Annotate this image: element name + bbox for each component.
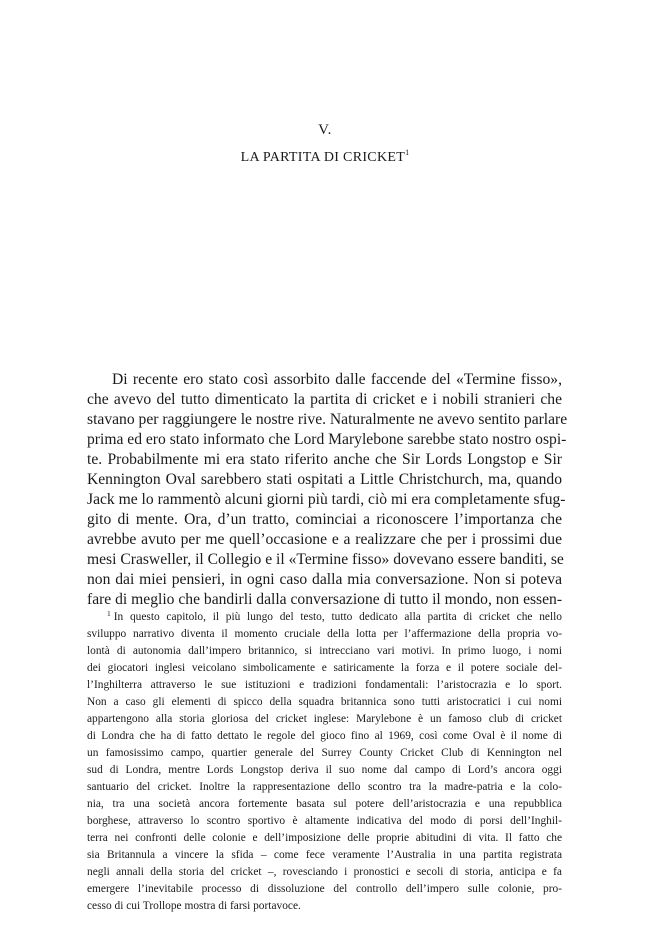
footnote-line: borghese, attraverso lo scontro sportivo è altamente indicativa del modo di porsi dell’Inghil- xyxy=(87,815,562,827)
chapter-number: V. xyxy=(318,122,332,138)
body-line: avrebbe avuto per me quell’occasione e a realizzare che per i prossimi due xyxy=(87,531,562,548)
body-line: Kennington Oval sarebbero stati ospitati a Little Christchurch, ma, quando xyxy=(87,471,562,488)
body-line: non dai miei pensieri, in ogni caso dalla mia conversazione. Non si poteva xyxy=(87,571,562,588)
footnote-line: sia Britannula a vincere la sfida – come fece veramente l’Australia in una partita registrata xyxy=(87,849,562,861)
footnote-line: nia, tra una società ancora fortemente basata sul potere dell’aristocrazia e una repubblica xyxy=(87,798,562,810)
footnote-reference[interactable]: 1 xyxy=(405,148,410,157)
body-line: te. Probabilmente mi era stato riferito anche che Sir Lords Longstop e Sir xyxy=(87,451,562,468)
footnote-line: sud di Londra, mentre Lords Longstop deriva il suo nome dal campo di Lord’s ancora oggi xyxy=(87,764,562,776)
body-line: che avevo del tutto dimenticato la partita di cricket e i nobili stranieri che xyxy=(87,391,562,408)
footnote-line: $^1$ In questo capitolo, il più lungo del testo, tutto dedicato alla partita di cricket che nello xyxy=(107,609,562,623)
footnote-line: di Londra che ha di fatto dettato le regole del gioco fino al 1969, così come Oval è il nome di xyxy=(87,730,562,742)
body-line: Di recente ero stato così assorbito dalle faccende del «Termine fisso», xyxy=(112,371,562,388)
footnote-line: terra nei confronti delle colonie e dell’imposizione delle proprie abitudini di vita. Il fatto che xyxy=(87,832,562,844)
body-line: Jack me lo rammentò alcuni giorni più tardi, ciò mi era completamente sfug- xyxy=(87,491,566,508)
footnote-line: cesso di cui Trollope mostra di farsi portavoce. xyxy=(87,900,301,912)
footnote-line: negli annali della storia del cricket –, rovesciando i pronostici e secoli di storia, anticipa e fa xyxy=(87,866,562,878)
body-line: gito di mente. Ora, d’un tratto, cominciai a riconoscere l’importanza che xyxy=(87,511,562,528)
footnote-line: Non a caso gli elementi di spicco della squadra britannica sono tutti aristocratici i cui nomi xyxy=(87,696,562,708)
footnote-marker: 1 xyxy=(107,609,111,618)
footnote-line: lontà di autonomia dall’impero britannico, si intrecciano vari motivi. In primo luogo, i nomi xyxy=(87,645,562,657)
body-line: fare di meglio che bandirli dalla conversazione di tutto il mondo, non essen- xyxy=(87,591,563,608)
footnote-line: santuario del cricket. Inoltre la rappresentazione dello scontro tra la madre-patria e la colo- xyxy=(87,781,562,793)
body-line: stavano per raggiungere le nostre rive. Naturalmente ne avevo sentito parlare xyxy=(87,411,568,428)
body-line: prima ed ero stato informato che Lord Marylebone sarebbe stato nostro ospi- xyxy=(87,431,567,448)
body-line: mesi Crasweller, il Collegio e il «Termine fisso» dovevano essere banditi, se xyxy=(87,551,564,568)
footnote-line: emergere l’inevitabile processo di dissoluzione del controllo dell’impero sulle colonie, pro- xyxy=(87,883,562,895)
footnote-line: sviluppo narrativo diventa il momento cruciale della lotta per l’affermazione della propria vo- xyxy=(87,628,562,640)
chapter-title-text: LA PARTITA DI CRICKET xyxy=(240,150,406,165)
footnote-line: dei giocatori inglesi veicolano simbolicamente e satiricamente la forza e il potere sociale del- xyxy=(87,662,562,674)
footnote-line: l’Inghilterra attraverso le sue istituzioni e tradizioni fondamentali: l’aristocrazia e lo sport. xyxy=(87,679,562,691)
chapter-title xyxy=(0,149,650,167)
footnote-line: appartengono alla storia gloriosa del cricket inglese: Marylebone è un famoso club di cricket xyxy=(87,713,562,725)
footnote-line: un famosissimo campo, quartier generale del Surrey County Cricket Club di Kennington nel xyxy=(87,747,562,759)
